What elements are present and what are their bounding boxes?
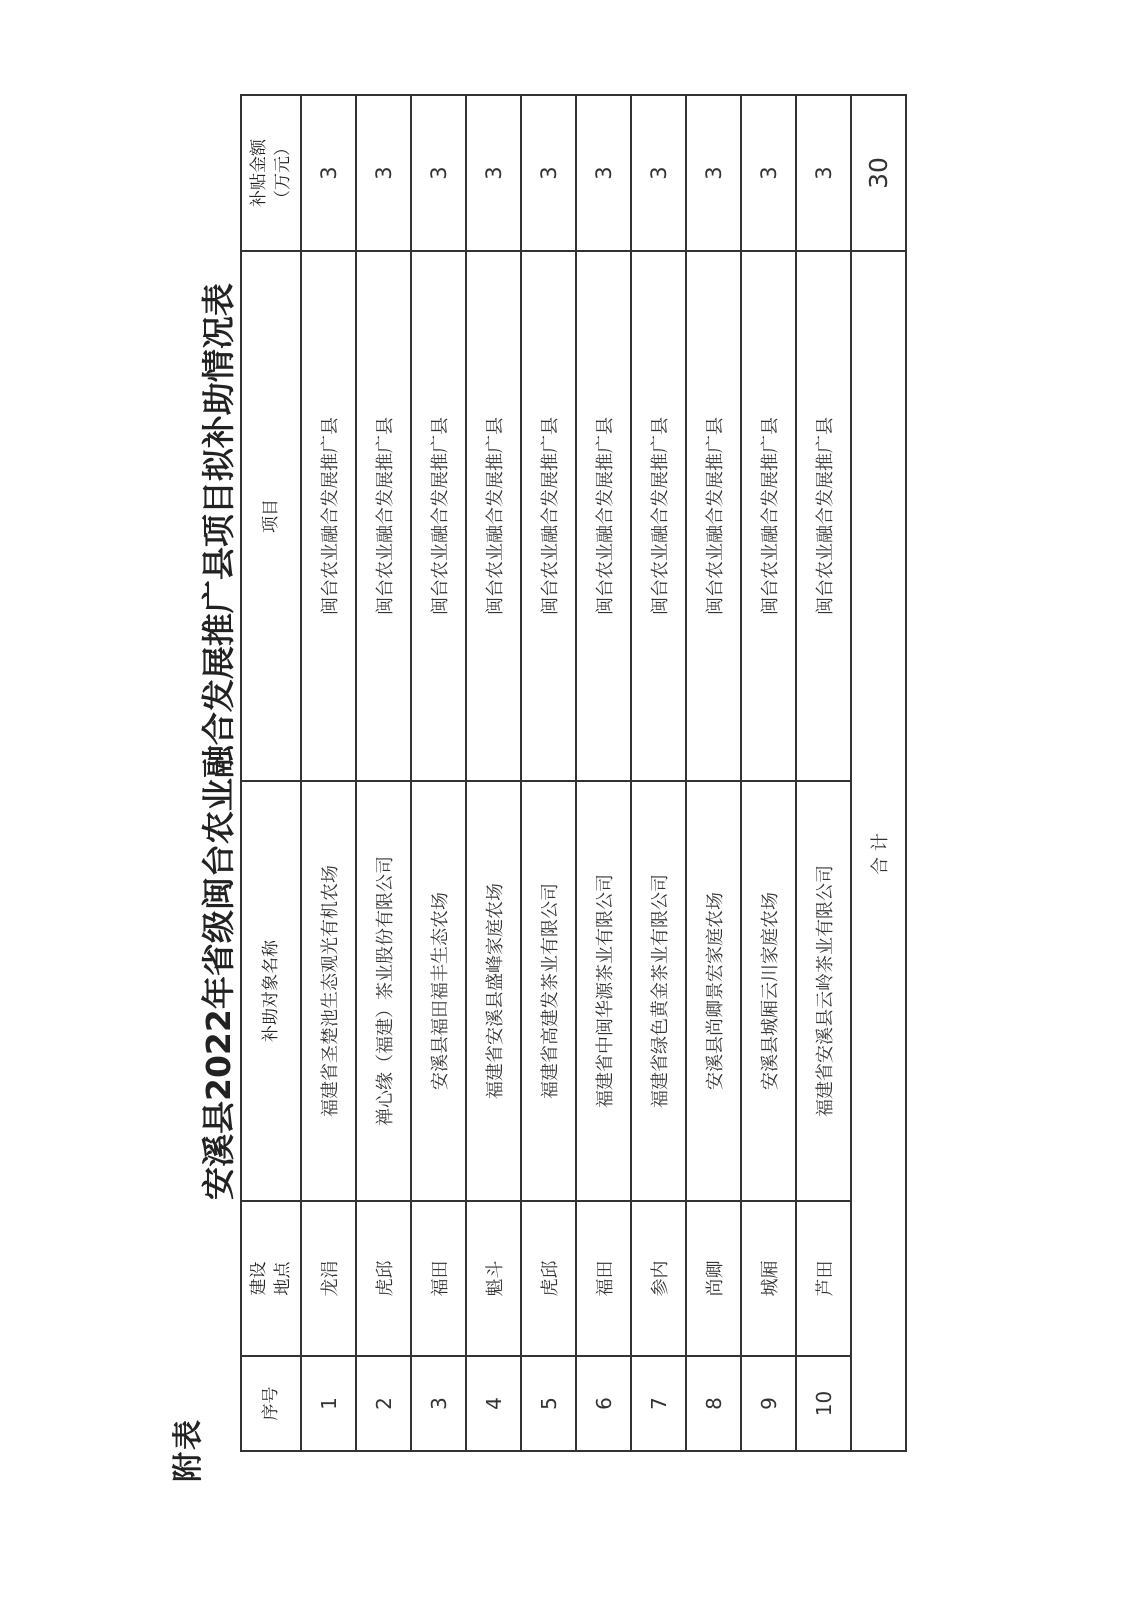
total-row: [851, 95, 906, 1451]
row-recipient: 安溪县福田福丰生态农场: [411, 781, 466, 1201]
table-row: [686, 95, 741, 1451]
row-site: 虎邱: [521, 1201, 576, 1356]
header-project: 项目: [241, 251, 301, 781]
row-index: 2: [356, 1356, 411, 1451]
row-recipient: 安溪县尚卿景宏家庭农场: [686, 781, 741, 1201]
row-amount: 3: [576, 95, 631, 251]
row-project: 闽台农业融合发展推广县: [796, 251, 851, 781]
row-recipient: 福建省安溪县云岭茶业有限公司: [796, 781, 851, 1201]
row-amount: 3: [301, 95, 356, 251]
row-amount: 3: [411, 95, 466, 251]
row-recipient: 安溪县城厢云川家庭农场: [741, 781, 796, 1201]
table-row: [356, 95, 411, 1451]
table-row: [631, 95, 686, 1451]
page-title: 安溪县2022年省级闽台农业融合发展推广县项目拟补助情况表: [199, 283, 238, 1200]
row-index: 3: [411, 1356, 466, 1451]
row-index: 7: [631, 1356, 686, 1451]
row-project: 闽台农业融合发展推广县: [631, 251, 686, 781]
row-site: 福田: [576, 1201, 631, 1356]
table-row: [576, 95, 631, 1451]
row-site: 龙涓: [301, 1201, 356, 1356]
row-site: 芦田: [796, 1201, 851, 1356]
annex-label: 附表: [171, 1418, 206, 1482]
row-index: 5: [521, 1356, 576, 1451]
row-site: 城厢: [741, 1201, 796, 1356]
table-row: [741, 95, 796, 1451]
row-amount: 3: [796, 95, 851, 251]
table-row: [301, 95, 356, 1451]
row-site: 尚卿: [686, 1201, 741, 1356]
row-recipient: 禅心缘（福建）茶业股份有限公司: [356, 781, 411, 1201]
row-project: 闽台农业融合发展推广县: [301, 251, 356, 781]
row-amount: 3: [356, 95, 411, 251]
row-site: 福田: [411, 1201, 466, 1356]
row-amount: 3: [631, 95, 686, 251]
row-project: 闽台农业融合发展推广县: [466, 251, 521, 781]
row-project: 闽台农业融合发展推广县: [521, 251, 576, 781]
header-row: [241, 95, 301, 1451]
row-recipient: 福建省中闽华源茶业有限公司: [576, 781, 631, 1201]
table-row: [411, 95, 466, 1451]
row-project: 闽台农业融合发展推广县: [576, 251, 631, 781]
row-project: 闽台农业融合发展推广县: [356, 251, 411, 781]
header-amount-line1: 补贴金额: [249, 139, 269, 207]
header-site-line1: 建设: [249, 1261, 269, 1296]
row-index: 1: [301, 1356, 356, 1451]
row-project: 闽台农业融合发展推广县: [741, 251, 796, 781]
row-recipient: 福建省绿色黄金茶业有限公司: [631, 781, 686, 1201]
row-recipient: 福建省圣楚池生态观光有机农场: [301, 781, 356, 1201]
row-site: 虎邱: [356, 1201, 411, 1356]
header-recipient: 补助对象名称: [241, 781, 301, 1201]
row-project: 闽台农业融合发展推广县: [411, 251, 466, 781]
row-index: 4: [466, 1356, 521, 1451]
row-amount: 3: [686, 95, 741, 251]
row-recipient: 福建省安溪县盛峰家庭农场: [466, 781, 521, 1201]
row-index: 9: [741, 1356, 796, 1451]
row-index: 8: [686, 1356, 741, 1451]
table-row: [521, 95, 576, 1451]
header-site: [241, 1201, 301, 1356]
row-project: 闽台农业融合发展推广县: [686, 251, 741, 781]
table-row: [796, 95, 851, 1451]
header-amount-line2: （万元）: [273, 139, 293, 207]
header-index: 序号: [241, 1356, 301, 1451]
total-label: 合计: [851, 251, 906, 1451]
table-row: [466, 95, 521, 1451]
row-site: 参内: [631, 1201, 686, 1356]
row-index: 6: [576, 1356, 631, 1451]
row-site: 魁斗: [466, 1201, 521, 1356]
header-site-line2: 地点: [273, 1261, 293, 1296]
row-index: 10: [796, 1356, 851, 1451]
header-amount: [241, 95, 301, 251]
row-amount: 3: [466, 95, 521, 251]
row-recipient: 福建省高建发茶业有限公司: [521, 781, 576, 1201]
total-amount: 30: [851, 95, 906, 251]
subsidy-table: [240, 94, 907, 1452]
row-amount: 3: [521, 95, 576, 251]
row-amount: 3: [741, 95, 796, 251]
